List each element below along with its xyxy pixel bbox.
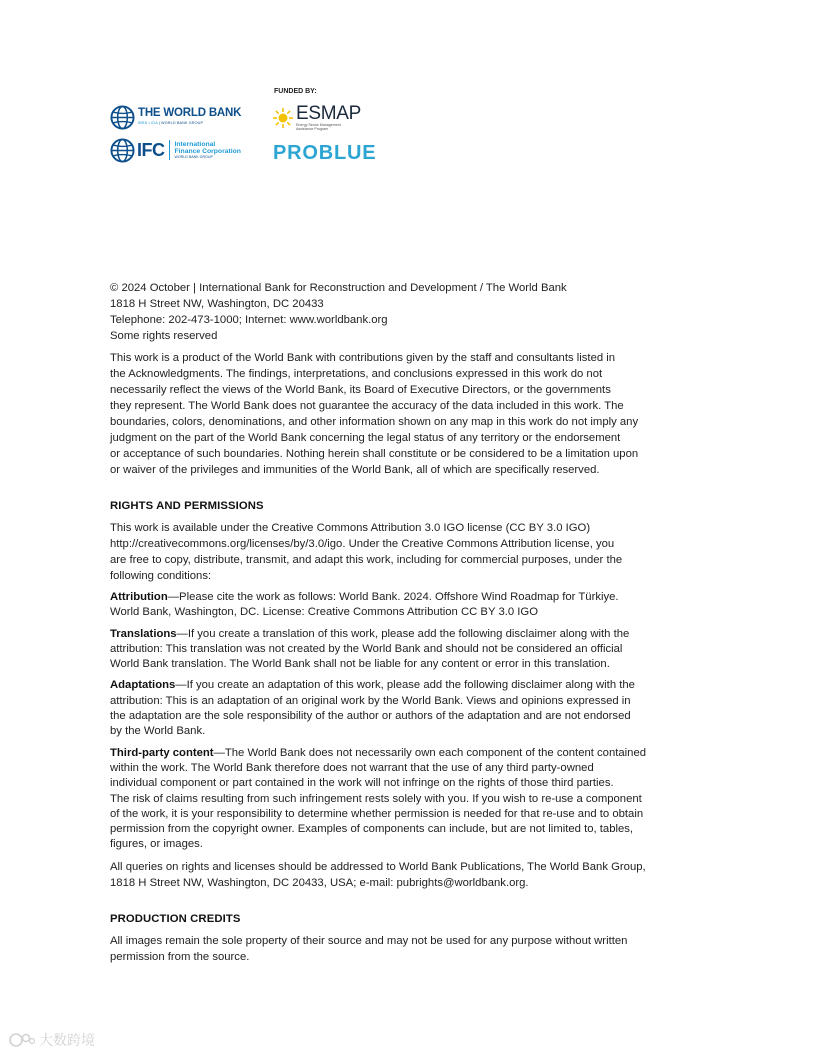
third-party-line: permission from the copyright owner. Examples of components can include, but are not limited to, tables, — [110, 823, 634, 836]
adaptations-text: —If you create an adaptation of this work, please add the following disclaimer along with the — [175, 679, 635, 692]
funded-by-label: FUNDED BY: — [274, 88, 317, 95]
adaptations-line: attribution: This is an adaptation of an original work by the World Bank. Views and opinions expressed in — [110, 694, 631, 707]
translations-paragraph — [110, 627, 702, 673]
problue-logo: PROBLUE — [273, 142, 377, 164]
esmap-name: ESMAP — [296, 103, 362, 124]
world-bank-globe-icon — [110, 105, 135, 130]
world-bank-group-label: WORLD BANK GROUP — [161, 120, 204, 125]
disclaimer-line: This work is a product of the World Bank with contributions given by the staff and consultants listed in — [110, 352, 616, 364]
attribution-line: World Bank, Washington, DC. License: Creative Commons Attribution CC BY 3.0 IGO — [110, 606, 538, 619]
adaptations-paragraph — [110, 678, 702, 739]
watermark-logo-icon — [8, 1032, 36, 1048]
third-party-line: within the work. The World Bank therefore does not warrant that the use of any third party-owned — [110, 761, 594, 774]
third-party-line: individual component or part contained in the work will not infringe on the rights of those third parties. — [110, 777, 614, 790]
adaptations-line: the adaptation are the sole responsibility of the author or authors of the adaptation and are not endorsed — [110, 710, 631, 723]
address-line: 1818 H Street NW, Washington, DC 20433 — [110, 298, 324, 310]
disclaimer-line: they represent. The World Bank does not guarantee the accuracy of the data included in this work. The — [110, 400, 624, 412]
translations-line: attribution: This translation was not created by the World Bank and should not be considered an official — [110, 642, 623, 655]
third-party-text: —The World Bank does not necessarily own each component of the content contained — [213, 746, 647, 759]
disclaimer-line: the Acknowledgments. The findings, interpretations, and conclusions expressed in this work do not — [110, 368, 603, 380]
rights-intro-paragraph — [110, 520, 702, 584]
ibrd-ida-label: IBRD • IDA — [138, 120, 158, 125]
disclaimer-line: necessarily reflect the views of the World Bank, its Board of Executive Directors, or the governments — [110, 384, 611, 396]
adaptations-line: by the World Bank. — [110, 725, 206, 738]
world-bank-title: THE WORLD BANK — [138, 107, 242, 120]
copyright-block — [110, 280, 702, 344]
disclaimer-line: or waiver of the privileges and immunities of the World Bank, all of which are specifically reserved. — [110, 464, 600, 476]
watermark-text: 大数跨境 — [39, 1032, 95, 1048]
queries-paragraph — [110, 859, 702, 891]
rights-reserved-line: Some rights reserved — [110, 330, 218, 342]
esmap-sub-line2: Assistance Program — [296, 127, 329, 132]
attribution-paragraph — [110, 590, 702, 621]
production-line: All images remain the sole property of their source and may not be used for any purpose without written — [110, 934, 628, 947]
ifc-logo — [110, 137, 241, 163]
logo-block — [110, 88, 410, 168]
attribution-label: Attribution — [110, 591, 168, 603]
production-heading: PRODUCTION CREDITS — [110, 912, 241, 925]
rights-intro-line: This work is available under the Creative Commons Attribution 3.0 IGO license (CC BY 3.0 IGO) — [110, 522, 591, 534]
ifc-globe-icon — [110, 138, 135, 163]
third-party-line: of the work, it is your responsibility to determine whether permission is needed for that re-use and to obtain — [110, 807, 644, 820]
adaptations-label: Adaptations — [110, 679, 176, 692]
disclaimer-line: boundaries, colors, denominations, and other information shown on any map in this work do not imply any — [110, 416, 639, 428]
third-party-line: The risk of claims resulting from such infringement rests solely with you. If you wish to re-use a component — [110, 792, 642, 805]
ifc-mark: IFC — [137, 139, 165, 160]
ifc-name-line1: International — [174, 140, 216, 148]
ifc-name-line2: Finance Corporation — [174, 147, 241, 155]
copyright-page-content — [110, 280, 702, 965]
third-party-line: figures, or images. — [110, 838, 203, 851]
rights-intro-line: following conditions: — [110, 570, 212, 582]
queries-line: All queries on rights and licenses should be addressed to World Bank Publications, The World Bank Group, — [110, 860, 646, 873]
disclaimer-paragraph — [110, 350, 702, 478]
rights-heading: RIGHTS AND PERMISSIONS — [110, 500, 264, 512]
watermark — [8, 1030, 95, 1050]
translations-label: Translations — [110, 627, 177, 640]
disclaimer-line: or acceptance of such boundaries. Nothing herein shall constitute or be considered to be a limitation upon — [110, 448, 639, 460]
third-party-paragraph — [110, 746, 702, 853]
queries-line: 1818 H Street NW, Washington, DC 20433, USA; e-mail: pubrights@worldbank.org. — [110, 876, 529, 889]
rights-intro-line: http://creativecommons.org/licenses/by/3.0/igo. Under the Creative Commons Attribution license, you — [110, 538, 615, 550]
production-paragraph — [110, 933, 702, 965]
translations-line: World Bank translation. The World Bank shall not be liable for any content or error in this translation. — [110, 658, 610, 671]
esmap-sub-line1: Energy Sector Management — [296, 123, 341, 127]
contact-line: Telephone: 202-473-1000; Internet: www.worldbank.org — [110, 314, 388, 326]
translations-text: —If you create a translation of this work, please add the following disclaimer along with the — [176, 627, 630, 640]
ifc-divider — [169, 140, 170, 160]
rights-intro-line: are free to copy, distribute, transmit, and adapt this work, including for commercial purposes, under the — [110, 554, 623, 566]
esmap-logo — [272, 104, 361, 132]
ifc-group-label: WORLD BANK GROUP — [174, 154, 213, 159]
production-line: permission from the source. — [110, 950, 250, 963]
attribution-text: —Please cite the work as follows: World Bank. 2024. Offshore Wind Roadmap for Türkiye. — [167, 591, 619, 603]
third-party-label: Third-party content — [110, 746, 214, 759]
esmap-sun-icon — [272, 107, 294, 129]
copyright-line: © 2024 October | International Bank for Reconstruction and Development / The World Bank — [110, 282, 567, 294]
disclaimer-line: judgment on the part of the World Bank concerning the legal status of any territory or the endorsement — [110, 432, 621, 444]
world-bank-logo: THE WORLD BANK IBRD • IDA | WORLD BANK GROUP — [110, 104, 241, 130]
